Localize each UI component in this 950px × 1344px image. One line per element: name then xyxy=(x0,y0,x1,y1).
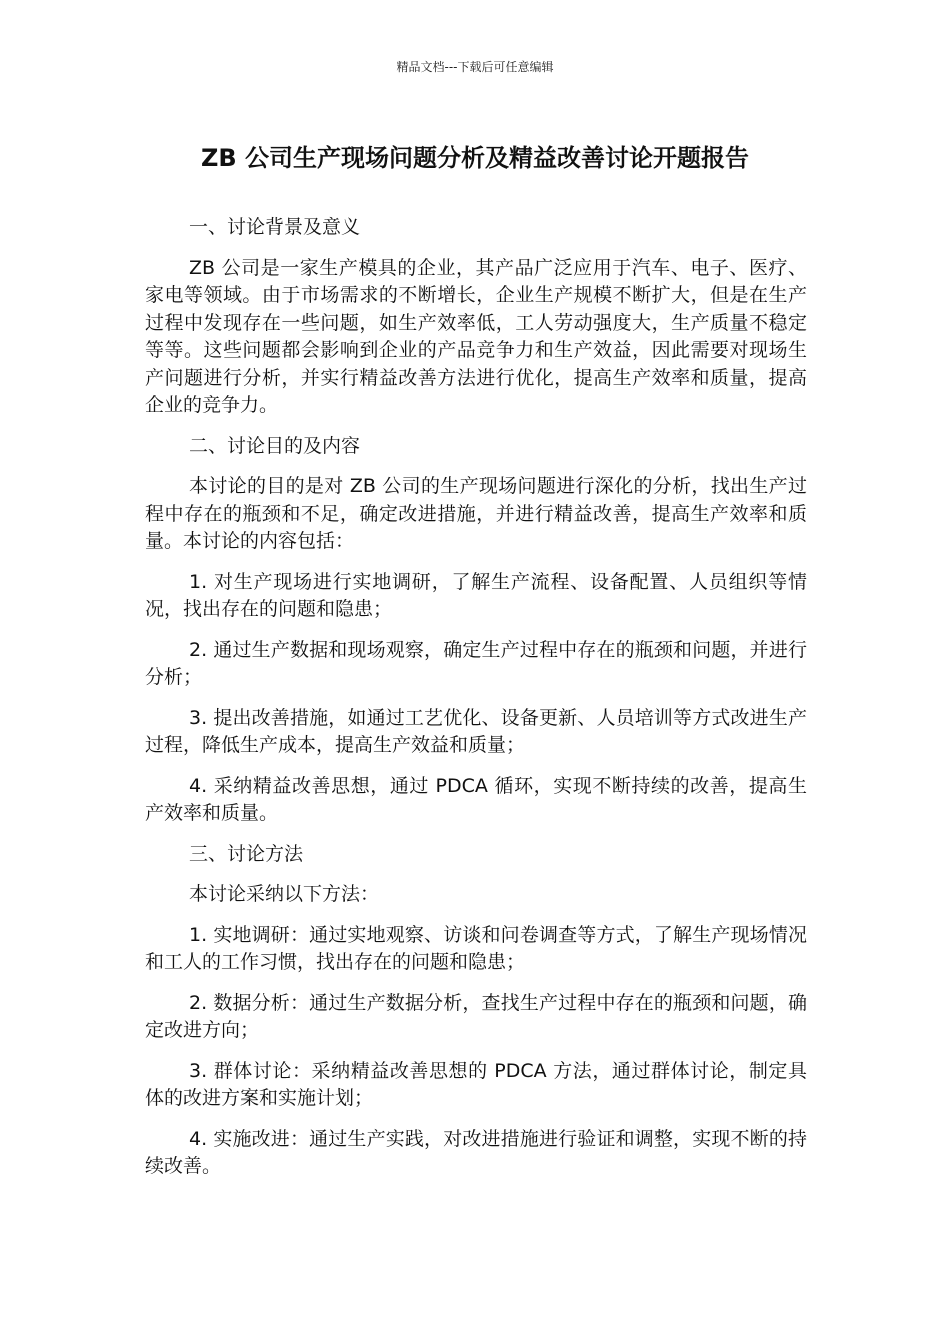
paragraph-background: ZB 公司是一家生产模具的企业，其产品广泛应用于汽车、电子、医疗、家电等领域。由于市场需求的不断增长，企业生产规模不断扩大，但是在生产过程中发现存在一些问题，如生产效率低，工人劳动强度大，生产质量不稳定等等。这些问题都会影响到企业的产品竞争力和生产效益，因此需要对现场生产问题进行分析，并实行精益改善方法进行优化，提高生产效率和质量，提高企业的竞争力。 xyxy=(145,256,807,416)
list-item-method-1: 1. 实地调研：通过实地观察、访谈和问卷调查等方式，了解生产现场情况和工人的工作习惯，找出存在的问题和隐患； xyxy=(145,923,807,973)
section-heading-background: 一、讨论背景及意义 xyxy=(189,216,361,238)
document-body xyxy=(145,214,807,1194)
paragraph-methods-intro: 本讨论采纳以下方法： xyxy=(189,883,380,905)
list-item-purpose-1: 1. 对生产现场进行实地调研，了解生产流程、设备配置、人员组织等情况，找出存在的问题和隐患； xyxy=(145,570,807,620)
section-heading-purpose: 二、讨论目的及内容 xyxy=(189,434,361,457)
list-item-purpose-3: 3. 提出改善措施，如通过工艺优化、设备更新、人员培训等方式改进生产过程，降低生产成本，提高生产效益和质量； xyxy=(145,706,807,756)
list-item-method-2: 2. 数据分析：通过生产数据分析，查找生产过程中存在的瓶颈和问题，确定改进方向； xyxy=(145,991,807,1041)
list-item-method-4: 4. 实施改进：通过生产实践，对改进措施进行验证和调整，实现不断的持续改善。 xyxy=(145,1127,807,1177)
list-item-purpose-2: 2. 通过生产数据和现场观察，确定生产过程中存在的瓶颈和问题，并进行分析； xyxy=(145,638,807,688)
list-item-method-3: 3. 群体讨论：采纳精益改善思想的 PDCA 方法，通过群体讨论，制定具体的改进方案和实施计划； xyxy=(145,1059,807,1109)
paragraph-purpose: 本讨论的目的是对 ZB 公司的生产现场问题进行深化的分析，找出生产过程中存在的瓶颈和不足，确定改进措施，并进行精益改善，提高生产效率和质量。本讨论的内容包括： xyxy=(145,475,807,552)
section-heading-methods: 三、讨论方法 xyxy=(189,842,304,865)
list-item-purpose-4: 4. 采纳精益改善思想，通过 PDCA 循环，实现不断持续的改善，提高生产效率和质量。 xyxy=(145,774,807,824)
document-title: ZB 公司生产现场问题分析及精益改善讨论开题报告 xyxy=(200,144,750,172)
page-header-note: 精品文档---下载后可任意编辑 xyxy=(396,60,554,74)
